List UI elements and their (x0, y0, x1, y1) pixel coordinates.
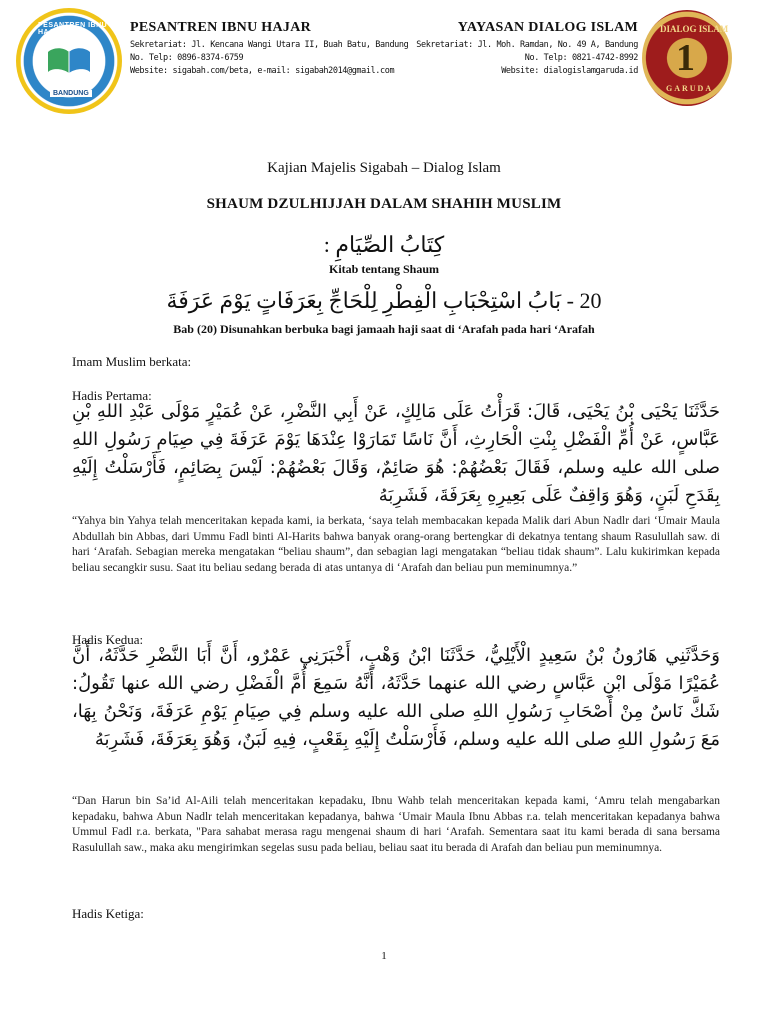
org-name-left: PESANTREN IBNU HAJAR (130, 20, 312, 35)
imam-intro: Imam Muslim berkata: (72, 354, 192, 369)
logo-bottom-text: GARUDA (666, 84, 714, 93)
dialog-islam-logo (642, 10, 732, 106)
header-left (130, 20, 408, 78)
page-number: 1 (381, 950, 387, 962)
bab-arabic: 20 - بَابُ اسْتِحْبَابِ الْفِطْرِ لِلْحَاجِّ بِعَرَفَاتٍ يَوْمَ عَرَفَةَ (166, 288, 602, 313)
website-left: Website: sigabah.com/beta, e-mail: sigabah2014@gmail.com (130, 66, 395, 76)
open-book-icon (46, 46, 92, 74)
kitab-translation: Kitab tentang Shaum (328, 262, 440, 276)
page-title: SHAUM DZULHIJJAH DALAM SHAHIH MUSLIM (206, 196, 562, 212)
hadis-1-label: Hadis Pertama: (72, 388, 152, 403)
phone-left: No. Telp: 0896-8374-6759 (130, 53, 244, 63)
pesantren-logo (16, 8, 122, 114)
hadis-2-translation: “Dan Harun bin Sa’id Al-Aili telah menceritakan kepadaku, Ibnu Wahb telah menceritakan kepada kami, ‘Amru telah mengabarkan kepadaku, bahwa Abun Nadlr telah menceritakan kepadanya, bahwa ‘Umair Maula Ibnu Abbas r.a. telah menceritakan kepadanya bahwa Ummul Fadl r.a. berkata, "Para sahabat merasa ragu mengenai shaum di hari ‘Arafah. Sementara saat itu kami berada di sana bersama Rasulullah saw., maka aku mengirimkan segelas susu pada beliau, beliau saat itu berada di Arafah dan beliau pun meminumnya. (72, 795, 720, 854)
hadis-2-arabic: وَحَدَّثَنِي هَارُونُ بْنُ سَعِيدٍ الْأَيْلِيُّ، حَدَّثَنَا ابْنُ وَهْبٍ، أَخْبَرَنِي عَمْرٌو، أَنَّ أَبَا النَّضْرِ حَدَّثَهُ، أَنَّ عُمَيْرًا مَوْلَى ابْنِ عَبَّاسٍ رضي الله عنهما حَدَّثَهُ، أَنَّهُ سَمِعَ أُمَّ الْفَضْلِ رضي الله عنها تَقُولُ: شَكَّ نَاسٌ مِنْ أَصْحَابِ رَسُولِ اللهِ صلى الله عليه وسلم فِي صِيَامِ يَوْمِ عَرَفَةَ، وَنَحْنُ بِهَا، مَعَ رَسُولِ اللهِ صلى الله عليه وسلم، فَأَرْسَلْتُ إِلَيْهِ بِقَعْبٍ، فِيهِ لَبَنٌ، وَهُوَ بِعَرَفَةَ، فَشَرِبَهُ (72, 645, 720, 750)
hadis-2-label: Hadis Kedua: (72, 632, 144, 647)
kajian-heading: Kajian Majelis Sigabah – Dialog Islam (267, 160, 501, 176)
logo-city-text: BANDUNG (50, 90, 92, 97)
bab-translation: Bab (20) Disunahkan berbuka bagi jamaah haji saat di ‘Arafah pada hari ‘Arafah (173, 322, 595, 336)
address-left: Sekretariat: Jl. Kencana Wangi Utara II, Buah Batu, Bandung (130, 40, 409, 50)
kitab-arabic: كِتَابُ الصِّيَامِ : (323, 232, 445, 257)
logo-ring-text: PESANTREN IBNU HAJAR (38, 22, 108, 36)
address-right: Sekretariat: Jl. Moh. Ramdan, No. 49 A, Bandung (416, 40, 638, 50)
org-name-right: YAYASAN DIALOG ISLAM (457, 20, 638, 35)
logo-ring-text-right: DIALOG ISLAM (660, 24, 729, 34)
website-right: Website: dialogislamgaruda.id (501, 66, 638, 76)
logo-number: 1 (676, 37, 695, 79)
hadis-1-arabic: حَدَّثَنَا يَحْيَى بْنُ يَحْيَى، قَالَ: قَرَأْتُ عَلَى مَالِكٍ، عَنْ أَبِي النَّضْرِ، عَنْ عُمَيْرٍ مَوْلَى عَبْدِ اللهِ بْنِ عَبَّاسٍ، عَنْ أُمِّ الْفَضْلِ بِنْتِ الْحَارِثِ، أَنَّ نَاسًا تَمَارَوْا عِنْدَهَا يَوْمَ عَرَفَةَ فِي صِيَامِ رَسُولِ اللهِ صلى الله عليه وسلم، فَقَالَ بَعْضُهُمْ: هُوَ صَائِمٌ، وَقَالَ بَعْضُهُمْ: لَيْسَ بِصَائِمٍ، فَأَرْسَلْتُ إِلَيْهِ بِقَدَحِ لَبَنٍ، وَهُوَ وَاقِفٌ عَلَى بَعِيرِهِ بِعَرَفَةَ، فَشَرِبَهُ (72, 401, 720, 506)
hadis-3-label: Hadis Ketiga: (72, 906, 144, 921)
header-right (416, 20, 638, 78)
hadis-1-translation: “Yahya bin Yahya telah menceritakan kepada kami, ia berkata, ‘saya telah membacakan kepada Malik dari Abun Nadlr dari ‘Umair Maula Abdullah bin Abbas, dari Ummu Fadl binti Al-Harits bahwa banyak orang-orang bertengkar di dekatnya tentang shaum Rasulullah saw. di hari ‘Arafah. Sebagian mereka mengatakan “beliau shaum”, dan sebagian lagi mengatakan “beliau tidak shaum”. Lalu kukirimkan kepada beliau secangkir susu. Saat itu beliau sedang berada di atas untanya di ‘Arafah dan beliau pun meminumnya.” (72, 515, 720, 574)
phone-right: No. Telp: 0821-4742-8992 (524, 53, 638, 63)
